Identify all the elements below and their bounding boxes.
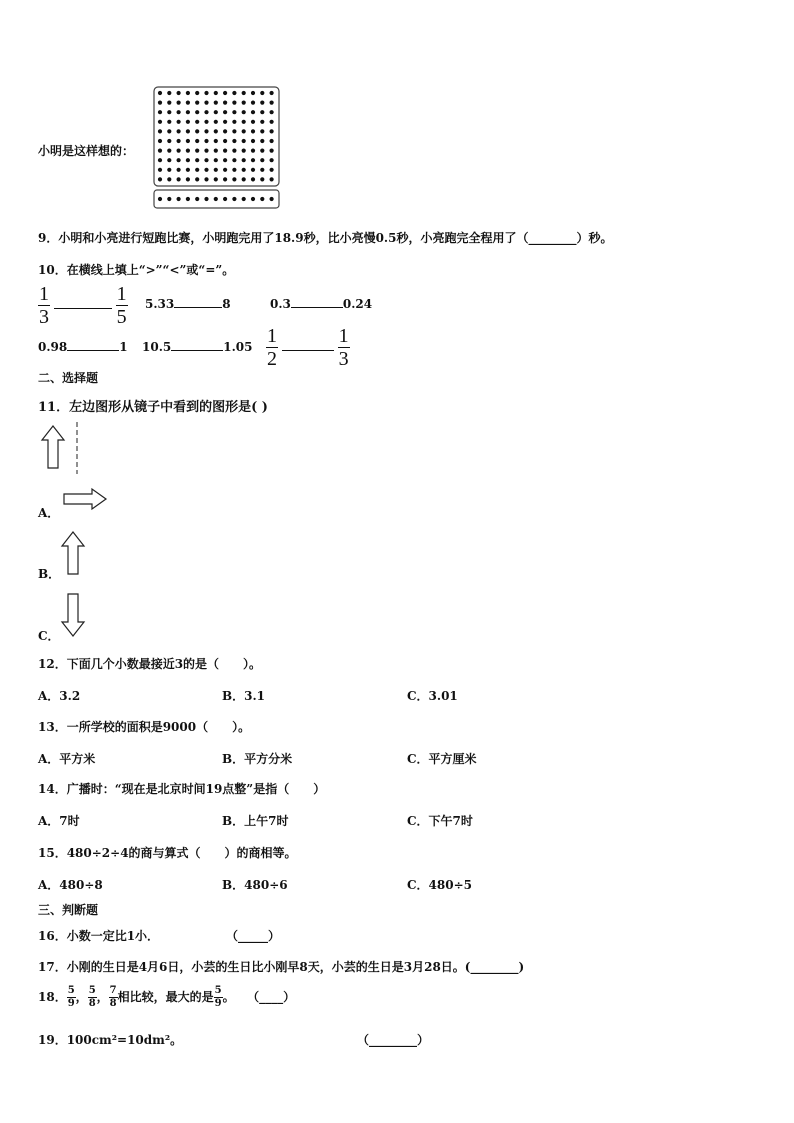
dot xyxy=(195,139,199,143)
value-024: 0.24 xyxy=(342,297,373,311)
dot xyxy=(223,197,227,201)
q11-option-a-label[interactable]: A． xyxy=(38,506,60,520)
answer-blank[interactable] xyxy=(174,307,222,308)
question-15: 15．480÷2÷4的商与算式（ ）的商相等。 xyxy=(38,846,297,860)
dot xyxy=(270,197,274,201)
dot xyxy=(270,91,274,95)
dot xyxy=(251,149,255,153)
dot xyxy=(158,101,162,105)
q10-compare-098 xyxy=(38,340,128,354)
dot xyxy=(195,129,199,133)
q10-compare-105 xyxy=(142,340,252,354)
dot xyxy=(270,177,274,181)
dot xyxy=(186,168,190,172)
option-b-figure[interactable] xyxy=(60,530,86,576)
dot xyxy=(214,168,218,172)
dot xyxy=(177,149,181,153)
dot xyxy=(223,101,227,105)
dot xyxy=(260,129,264,133)
q12-option-a[interactable]: A．3.2 xyxy=(38,689,81,703)
up-arrow-icon xyxy=(42,426,64,468)
dot xyxy=(260,168,264,172)
value-8: 8 xyxy=(222,297,231,311)
answer-blank[interactable] xyxy=(171,350,223,351)
dot xyxy=(270,101,274,105)
fraction-5-9-answer: $\frac{5}{9}$ xyxy=(214,985,222,1009)
dot xyxy=(167,177,171,181)
dot xyxy=(251,177,255,181)
dot xyxy=(186,110,190,114)
dot xyxy=(204,129,208,133)
up-arrow-icon xyxy=(62,532,84,574)
fraction-7-8: $\frac{7}{8}$ xyxy=(109,985,117,1009)
dot xyxy=(251,101,255,105)
answer-blank[interactable] xyxy=(67,350,119,351)
dot xyxy=(223,120,227,124)
dot xyxy=(242,91,246,95)
dot xyxy=(251,110,255,114)
q11-option-b-label[interactable]: B． xyxy=(38,567,61,581)
dot xyxy=(195,149,199,153)
value-105: 10.5 xyxy=(142,340,172,354)
dot xyxy=(167,101,171,105)
option-a-figure[interactable] xyxy=(62,487,108,511)
dot xyxy=(186,120,190,124)
dot xyxy=(195,197,199,201)
question-12: 12．下面几个小数最接近3的是（ ）。 xyxy=(38,657,262,671)
dot xyxy=(195,110,199,114)
q18-number: 18． xyxy=(38,990,67,1004)
q10-row-1 xyxy=(38,284,128,327)
dot xyxy=(177,177,181,181)
right-arrow-icon xyxy=(64,489,106,509)
dot xyxy=(167,139,171,143)
dot xyxy=(260,120,264,124)
dot xyxy=(158,168,162,172)
dot xyxy=(260,149,264,153)
question-11: 11．左边图形从镜子中看到的图形是( ) xyxy=(38,400,268,415)
dot xyxy=(270,149,274,153)
dot xyxy=(204,197,208,201)
dot xyxy=(158,129,162,133)
q18-answer-blank[interactable]: （____） xyxy=(247,990,296,1004)
dot xyxy=(186,101,190,105)
dot xyxy=(214,177,218,181)
q14-option-c[interactable]: C．下午7时 xyxy=(407,814,473,828)
dot xyxy=(232,177,236,181)
dot xyxy=(232,139,236,143)
q10-compare-533 xyxy=(145,297,231,311)
dot xyxy=(242,101,246,105)
dot xyxy=(251,129,255,133)
dot xyxy=(167,129,171,133)
dot xyxy=(158,197,162,201)
dot xyxy=(195,158,199,162)
dot xyxy=(204,177,208,181)
dot xyxy=(186,129,190,133)
value-1: 1 xyxy=(119,340,128,354)
dot xyxy=(177,101,181,105)
dot xyxy=(232,158,236,162)
q13-option-a[interactable]: A．平方米 xyxy=(38,752,96,766)
dot xyxy=(204,91,208,95)
dot xyxy=(204,149,208,153)
dot xyxy=(195,101,199,105)
dot xyxy=(270,120,274,124)
question-19: 19．100cm²=10dm²。 xyxy=(38,1033,183,1047)
dot xyxy=(270,168,274,172)
dot xyxy=(177,158,181,162)
dot xyxy=(251,139,255,143)
dot xyxy=(260,177,264,181)
q19-answer-blank[interactable]: （________） xyxy=(357,1033,430,1047)
dot xyxy=(186,149,190,153)
q14-option-a[interactable]: A．7时 xyxy=(38,814,80,828)
dot xyxy=(251,168,255,172)
dot xyxy=(177,197,181,201)
dot xyxy=(242,129,246,133)
dot xyxy=(242,110,246,114)
value-03: 0.3 xyxy=(270,297,291,311)
dot xyxy=(177,91,181,95)
q15-option-b[interactable]: B．480÷6 xyxy=(222,878,288,892)
dot xyxy=(186,91,190,95)
dot xyxy=(158,91,162,95)
value-105-small: 1.05 xyxy=(223,340,253,354)
section-title-choice: 二、选择题 xyxy=(38,371,99,385)
dot xyxy=(195,120,199,124)
dot xyxy=(223,149,227,153)
fraction-1-5: $\frac{1}{5}$ xyxy=(116,283,127,328)
value-098: 0.98 xyxy=(38,340,68,354)
question-16: 16．小数一定比1小． xyxy=(38,929,160,943)
q14-option-b[interactable]: B．上午7时 xyxy=(222,814,289,828)
question-10: 10．在横线上填上“>”“<”或“=”。 xyxy=(38,263,235,277)
dot xyxy=(214,101,218,105)
dot xyxy=(260,139,264,143)
dot xyxy=(186,197,190,201)
dot xyxy=(167,91,171,95)
dot xyxy=(223,168,227,172)
dot xyxy=(232,149,236,153)
question-14: 14．广播时：“现在是北京时间19点整”是指（ ） xyxy=(38,782,326,796)
dot xyxy=(242,197,246,201)
dot xyxy=(232,101,236,105)
dot xyxy=(204,168,208,172)
dot xyxy=(232,91,236,95)
dot xyxy=(177,120,181,124)
dot xyxy=(177,110,181,114)
fraction-1-3: $\frac{1}{3}$ xyxy=(39,283,49,328)
dot xyxy=(232,110,236,114)
down-arrow-icon xyxy=(62,594,84,636)
dot xyxy=(251,158,255,162)
dot xyxy=(223,158,227,162)
dot xyxy=(204,139,208,143)
dot xyxy=(204,158,208,162)
dot xyxy=(177,168,181,172)
dot xyxy=(270,139,274,143)
value-533: 5.33 xyxy=(145,297,175,311)
dot xyxy=(195,91,199,95)
dot xyxy=(167,120,171,124)
q11-option-c-label[interactable]: C． xyxy=(38,629,60,643)
dot xyxy=(177,139,181,143)
dot xyxy=(260,101,264,105)
q18-text: 相比较，最大的是 xyxy=(117,990,214,1004)
option-c-figure[interactable] xyxy=(60,592,86,638)
question-18: 18． $\frac{5}{9}$ ， $\frac{5}{8}$ ， $\frac{7}{8}$ 相比较，最大的是 $\frac{5}{9}$ 。 （____） xyxy=(38,985,296,1009)
question-13: 13．一所学校的面积是9000（ ）。 xyxy=(38,720,251,734)
dot xyxy=(232,129,236,133)
dot xyxy=(214,149,218,153)
dot xyxy=(223,139,227,143)
dot xyxy=(195,177,199,181)
dot xyxy=(270,158,274,162)
dot xyxy=(214,197,218,201)
dot xyxy=(223,177,227,181)
dot xyxy=(242,120,246,124)
dot xyxy=(186,158,190,162)
dot xyxy=(223,91,227,95)
dot xyxy=(242,168,246,172)
intro-label: 小明是这样想的： xyxy=(38,144,135,158)
dot xyxy=(167,168,171,172)
dot xyxy=(167,110,171,114)
dot xyxy=(158,177,162,181)
dot xyxy=(251,197,255,201)
dot xyxy=(186,139,190,143)
dot xyxy=(167,197,171,201)
q15-option-c[interactable]: C．480÷5 xyxy=(407,878,473,892)
dot xyxy=(186,177,190,181)
dot xyxy=(232,197,236,201)
dot xyxy=(204,120,208,124)
dot xyxy=(214,110,218,114)
dot xyxy=(204,110,208,114)
dot xyxy=(214,139,218,143)
dot xyxy=(260,110,264,114)
q13-option-c[interactable]: C．平方厘米 xyxy=(407,752,477,766)
q13-option-b[interactable]: B．平方分米 xyxy=(222,752,293,766)
dot xyxy=(214,158,218,162)
dot xyxy=(214,129,218,133)
dot xyxy=(242,177,246,181)
dot xyxy=(223,129,227,133)
dot xyxy=(242,149,246,153)
dot xyxy=(260,197,264,201)
q12-option-b[interactable]: B．3.1 xyxy=(222,689,266,703)
dot xyxy=(270,110,274,114)
answer-blank[interactable] xyxy=(282,350,334,351)
section-title-judge: 三、判断题 xyxy=(38,903,99,917)
q16-answer-blank[interactable]: （_____） xyxy=(226,929,281,943)
dot xyxy=(158,149,162,153)
q15-option-a[interactable]: A．480÷8 xyxy=(38,878,103,892)
question-9: 9．小明和小亮进行短跑比赛，小明跑完用了18.9秒，比小亮慢0.5秒，小亮跑完全程用了（________）秒。 xyxy=(38,231,613,245)
answer-blank[interactable] xyxy=(291,307,343,308)
answer-blank[interactable] xyxy=(54,308,112,309)
dot-grid-figure xyxy=(153,86,281,210)
q10-compare-03 xyxy=(270,297,372,311)
dot xyxy=(167,149,171,153)
fraction-5-8: $\frac{5}{8}$ xyxy=(88,985,96,1009)
figure-up-arrow-mirror xyxy=(36,420,86,476)
dot xyxy=(214,120,218,124)
dot xyxy=(260,91,264,95)
dot xyxy=(232,168,236,172)
dot xyxy=(167,158,171,162)
dot xyxy=(158,110,162,114)
dot xyxy=(242,158,246,162)
dot xyxy=(204,101,208,105)
dot xyxy=(260,158,264,162)
dot xyxy=(232,120,236,124)
dot xyxy=(214,91,218,95)
dot xyxy=(158,139,162,143)
fraction-1-3b: $\frac{1}{3}$ xyxy=(338,325,349,370)
dot xyxy=(223,110,227,114)
dot xyxy=(251,91,255,95)
dot xyxy=(158,158,162,162)
fraction-5-9: $\frac{5}{9}$ xyxy=(67,985,75,1009)
dot xyxy=(158,120,162,124)
question-17: 17．小刚的生日是4月6日，小芸的生日比小刚早8天，小芸的生日是3月28日。(________) xyxy=(38,960,525,974)
dot xyxy=(251,120,255,124)
dot xyxy=(270,129,274,133)
q10-compare-fractions xyxy=(266,326,350,369)
q12-option-c[interactable]: C．3.01 xyxy=(407,689,458,703)
dot xyxy=(177,129,181,133)
dot xyxy=(242,139,246,143)
fraction-1-2: $\frac{1}{2}$ xyxy=(267,325,277,370)
dot xyxy=(195,168,199,172)
